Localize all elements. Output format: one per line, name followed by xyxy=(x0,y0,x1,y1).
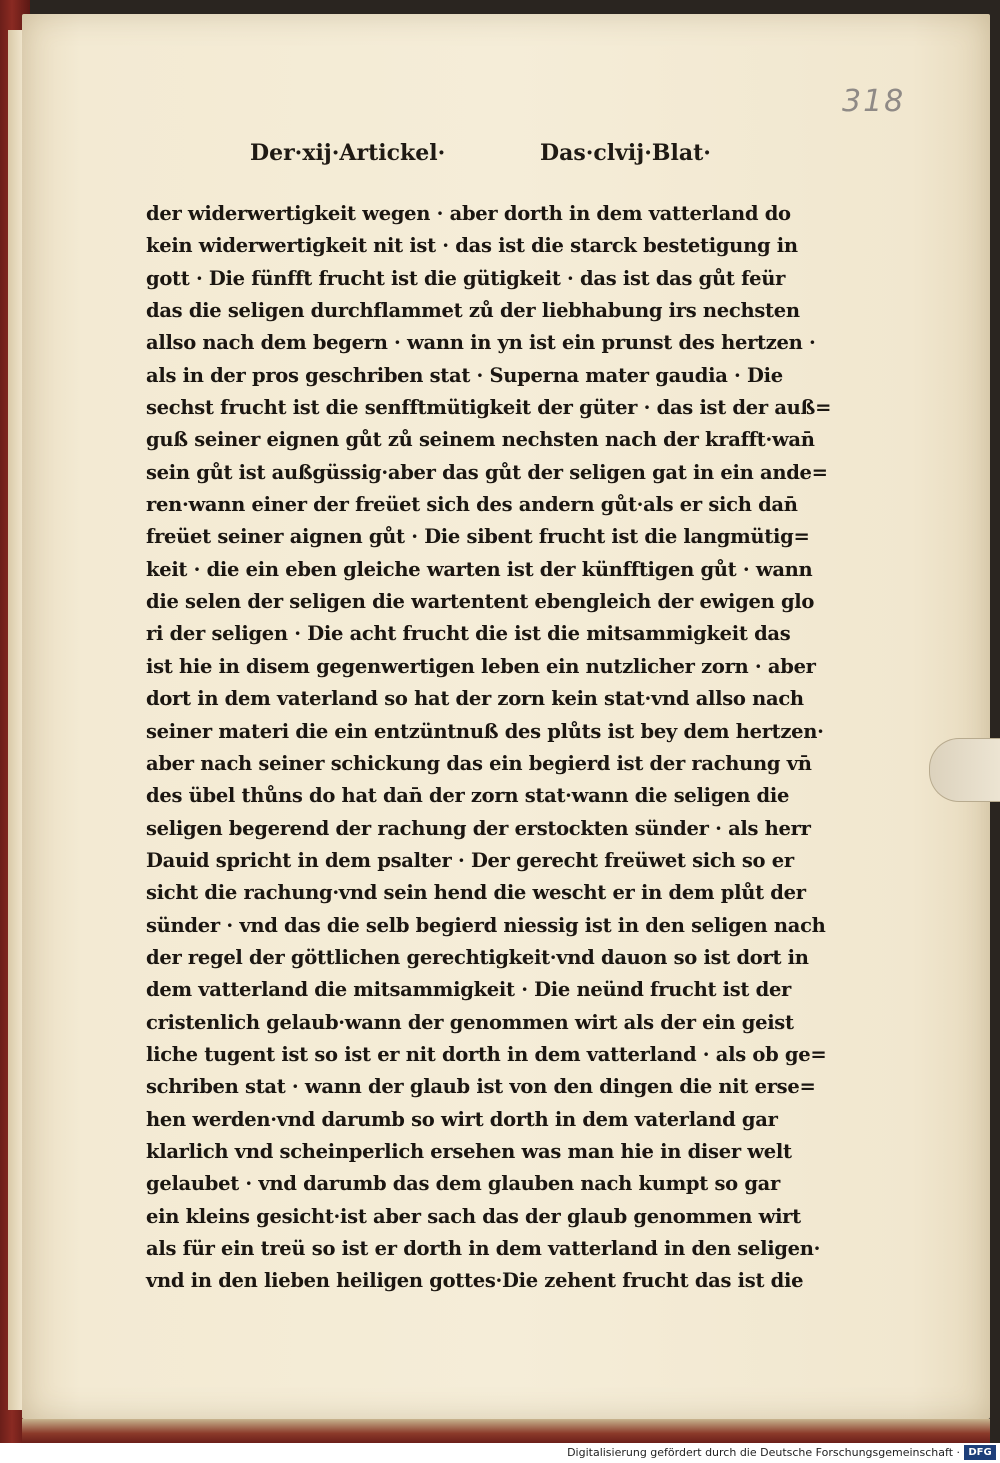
text-line: Dauid spricht in dem psalter · Der gerecht freüwet sich so er xyxy=(146,848,794,872)
text-line: als für ein treü so ist er dorth in dem vatterland in den seligen· xyxy=(146,1237,821,1260)
text-line: freüet seiner aignen gůt · Die sibent frucht ist die langmütig= xyxy=(146,525,810,549)
text-line: das die seligen durchflammet zů der liebhabung irs nechsten xyxy=(146,299,800,323)
text-line: dem vatterland die mitsammigkeit · Die neünd frucht ist der xyxy=(146,978,792,1002)
running-head-right: Das·clvij·Blat· xyxy=(540,140,711,166)
text-line: der regel der göttlichen gerechtigkeit·vnd dauon so ist dort in xyxy=(146,945,809,969)
text-line: allso nach dem begern · wann in yn ist ein prunst des hertzen · xyxy=(146,331,816,355)
text-line: des übel thůns do hat dan̄ der zorn stat·wann die seligen die xyxy=(146,784,790,808)
text-line: sicht die rachung·vnd sein hend die wescht er in dem plůt der xyxy=(146,881,806,905)
page-clip-tab xyxy=(929,738,1000,802)
text-line: gott · Die fünfft frucht ist die gütigkeit · das ist das gůt feür xyxy=(146,266,786,290)
text-line: liche tugent ist so ist er nit dorth in dem vatterland · als ob ge= xyxy=(146,1042,827,1066)
text-line: cristenlich gelaub·wann der genommen wirt als der ein geist xyxy=(146,1010,794,1034)
funding-credit: Digitalisierung gefördert durch die Deutsche Forschungsgemeinschaft · xyxy=(567,1446,960,1459)
previous-page-edge xyxy=(8,30,23,1410)
text-line: dort in dem vaterland so hat der zorn kein stat·vnd allso nach xyxy=(146,687,804,711)
text-line: sünder · vnd das die selb begierd niessig ist in den seligen nach xyxy=(146,913,826,937)
text-line: keit · die ein eben gleiche warten ist der künfftigen gůt · wann xyxy=(146,557,813,581)
text-line: ri der seligen · Die acht frucht die ist die mitsammigkeit das xyxy=(146,622,791,646)
text-line: schriben stat · wann der glaub ist von den dingen die nit erse= xyxy=(146,1075,816,1099)
body-text xyxy=(146,198,832,1298)
text-line: kein widerwertigkeit nit ist · das ist die starck bestetigung in xyxy=(146,234,798,258)
text-line: ist hie in disem gegenwertigen leben ein nutzlicher zorn · aber xyxy=(146,654,816,678)
text-line: ren·wann einer der freüet sich des andern gůt·als er sich dan̄ xyxy=(146,493,798,517)
running-head-left: Der·xij·Artickel· xyxy=(250,140,446,166)
text-line: seiner materi die ein entzüntnuß des plůts ist bey dem hertzen· xyxy=(146,719,824,743)
text-line: vnd in den lieben heiligen gottes·Die zehent frucht das ist die xyxy=(146,1269,804,1293)
text-line: seligen begerend der rachung der erstockten sünder · als herr xyxy=(146,816,811,840)
text-line: sechst frucht ist die senfftmütigkeit der güter · das ist der auß= xyxy=(146,396,832,420)
dfg-logo: DFG xyxy=(964,1445,996,1460)
text-line: hen werden·vnd darumb so wirt dorth in dem vaterland gar xyxy=(146,1107,778,1131)
text-line: die selen der seligen die wartentent ebengleich der ewigen glo xyxy=(146,590,815,614)
text-line: ein kleins gesicht·ist aber sach das der glaub genommen wirt xyxy=(146,1204,801,1228)
text-line: aber nach seiner schickung das ein begierd ist der rachung vn̄ xyxy=(146,751,812,775)
text-line: klarlich vnd scheinperlich ersehen was man hie in diser welt xyxy=(146,1139,792,1163)
footer-bar xyxy=(0,1443,1000,1463)
text-line: gelaubet · vnd darumb das dem glauben nach kumpt so gar xyxy=(146,1172,780,1196)
page-bottom-edge xyxy=(22,1419,990,1443)
folio-number: 318 xyxy=(842,84,906,119)
text-line: der widerwertigkeit wegen · aber dorth in dem vatterland do xyxy=(146,202,791,225)
text-line: als in der pros geschriben stat · Superna mater gaudia · Die xyxy=(146,363,783,387)
text-line: guß seiner eignen gůt zů seinem nechsten nach der krafft·wan̄ xyxy=(146,428,815,452)
text-line: sein gůt ist außgüssig·aber das gůt der seligen gat in ein ande= xyxy=(146,460,828,484)
